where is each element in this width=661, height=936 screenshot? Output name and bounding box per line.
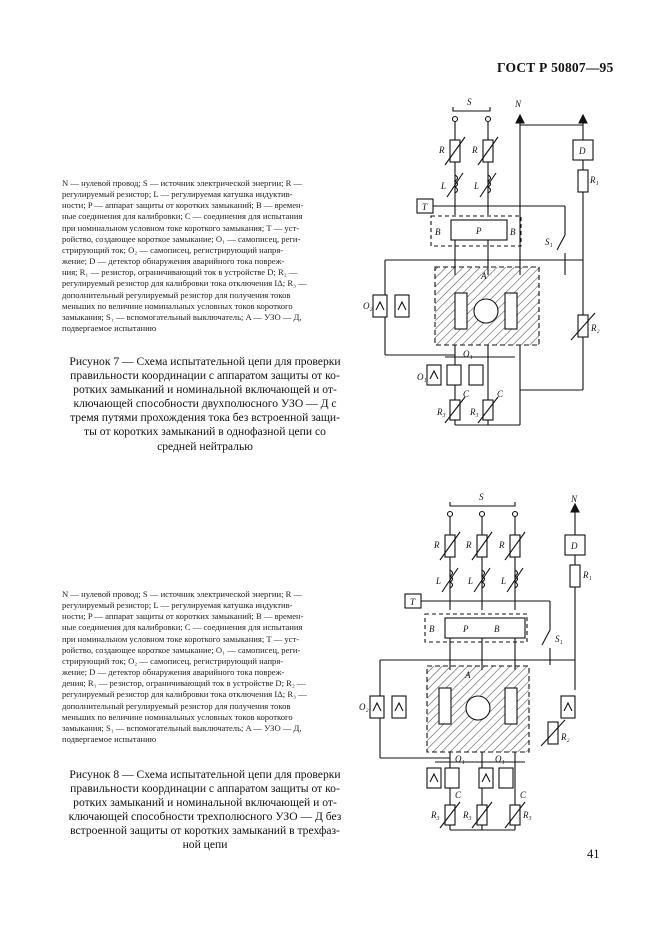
figure7-legend-text: N — нулевой провод; S — источник электрической энергии; R — регулируемый резистор; L — регулируемая катушка индуктив- ности; P — аппарат защиты от коротких замыканий; B — времен- ные соединения для калибровки; C — соединения для испытания при номинальном условном токе короткого замыкания; T — уст- ройство, создающее короткое замыкание; O₁ — самописец, реги- стрирующий ток; O₂ — самописец, регистрирующий напря- жение; D — детектор обнаружения аварийного тока повреж- ния; R₁ — резистор, ограничивающий ток в устройстве D; R₂ — регулируемый резистор для калибровки тока отключения IΔ; R₃ — дополнительный регулируемый резистор для получения токов меньших по величине номинальных условных токов короткого замыкания; S₁ — вспомогательный выключатель; A — УЗО — Д, подвергаемое испытанию <box>62 178 307 334</box>
figure8-diagram <box>355 490 615 840</box>
label-T: T <box>410 597 416 607</box>
label-P: P <box>463 624 469 634</box>
recorder-O2 <box>370 696 384 718</box>
label-R2: R₂ <box>561 732 570 742</box>
source-brace <box>453 107 490 111</box>
source-brace <box>450 502 515 506</box>
label-O1: O₁ <box>417 372 427 382</box>
label-T: T <box>422 202 428 212</box>
label-P: P <box>476 226 482 236</box>
label-S: S <box>467 97 472 107</box>
recorder-O2 <box>561 696 575 718</box>
label-B: B <box>429 624 435 634</box>
label-R3: R₃ <box>523 810 532 820</box>
label-D: D <box>571 541 578 551</box>
figure8-legend-text: N — нулевой провод; S — источник электрической энергии; R — регулируемый резистор; L — регулируемая катушка индуктив- ности; P — аппарат защиты от коротких замыканий; B — времен- ные соединения для калибровки; C — соединения для испытания при номинальном условном токе короткого замыкания; T — уст- ройство, создающее короткое замыкание; O₁ — самописец, реги- стрирующий ток; O₂ — самописец, регистрирующий напря- жение; D — детектор обнаружения аварийного тока повреж- дения; R₁ — резистор, ограничивающий ток в устройстве D; R₂ — регулируемый резистор для калибровки тока отключения IΔ; R₃ — дополнительный регулируемый резистор для получения токов меньших по величине номинальных условных токов короткого замыкания; S₁ — вспомогательный выключатель; A — УЗО — Д, подвергаемое испытанию <box>62 589 307 745</box>
label-D: D <box>579 146 586 156</box>
label-R1: R₁ <box>583 570 592 580</box>
recorder-O2 <box>395 295 409 317</box>
label-R: R <box>466 540 472 550</box>
figure7-caption <box>60 355 350 454</box>
label-C: C <box>497 389 504 399</box>
recorder-O2 <box>373 295 387 317</box>
label-O2: O₂ <box>359 702 369 712</box>
label-O1: O₁ <box>463 349 473 359</box>
label-S1: S₁ <box>545 237 553 247</box>
label-S: S <box>479 492 484 502</box>
label-L: L <box>468 576 474 586</box>
label-N: N <box>571 494 578 504</box>
label-R: R <box>499 540 505 550</box>
label-R: R <box>472 145 478 155</box>
recorder-O1 <box>427 365 441 385</box>
figure7-caption-text: Рисунок 7 — Схема испытательной цепи для проверки правильности координации с аппаратом защиты от ко- ротких замыканий и номинальной включающей и от- ключающей способности двухполюсного УЗО — Д с тремя путями прохождения тока без встроенной защи- ты от коротких замыканий в однофазной цепи со средней нейтралью <box>69 355 341 453</box>
label-S1: S₁ <box>555 634 563 644</box>
recorder-O1 <box>427 768 441 788</box>
label-N: N <box>515 99 522 109</box>
label-R: R <box>434 540 440 550</box>
label-L: L <box>474 181 480 191</box>
label-B: B <box>435 227 441 237</box>
device-A-core <box>466 696 490 720</box>
label-O2: O₂ <box>363 301 373 311</box>
label-L: L <box>441 181 447 191</box>
label-C: C <box>463 389 470 399</box>
label-R1: R₁ <box>590 175 599 185</box>
label-O1: O₁ <box>495 754 505 764</box>
device-A-core <box>474 299 498 323</box>
resistor-R1 <box>578 170 588 192</box>
label-A: A <box>465 670 471 680</box>
figure7-legend <box>62 178 344 334</box>
label-C: C <box>520 790 527 800</box>
label-R3: R₃ <box>431 810 440 820</box>
figure8-legend <box>62 589 344 745</box>
resistor-R1 <box>570 565 580 587</box>
label-R3: R₃ <box>437 407 446 417</box>
label-O1: O₁ <box>455 754 465 764</box>
label-R3: R₃ <box>470 407 479 417</box>
label-L: L <box>436 576 442 586</box>
protection-P <box>445 618 525 638</box>
label-B: B <box>494 624 500 634</box>
label-C: C <box>455 790 462 800</box>
recorder-O2 <box>392 696 406 718</box>
label-R3: R₃ <box>463 810 472 820</box>
label-R: R <box>439 145 445 155</box>
figure8-caption <box>60 768 350 853</box>
figure7-diagram <box>355 95 605 445</box>
figure8-caption-text: Рисунок 8 — Схема испытательной цепи для проверки правильности координации с аппаратом защиты от ко- ротких замыканий и номинальной включающей и от- ключающей способности трехполюсного УЗО — Д без встроенной защиты от коротких замыканий в трехфаз- ной цепи <box>68 768 342 852</box>
label-A: A <box>481 271 487 281</box>
label-B: B <box>510 227 516 237</box>
label-L: L <box>501 576 507 586</box>
label-R2: R₂ <box>591 323 600 333</box>
standard-header: ГОСТ Р 50807—95 <box>497 60 614 75</box>
page-number: 41 <box>587 847 600 861</box>
